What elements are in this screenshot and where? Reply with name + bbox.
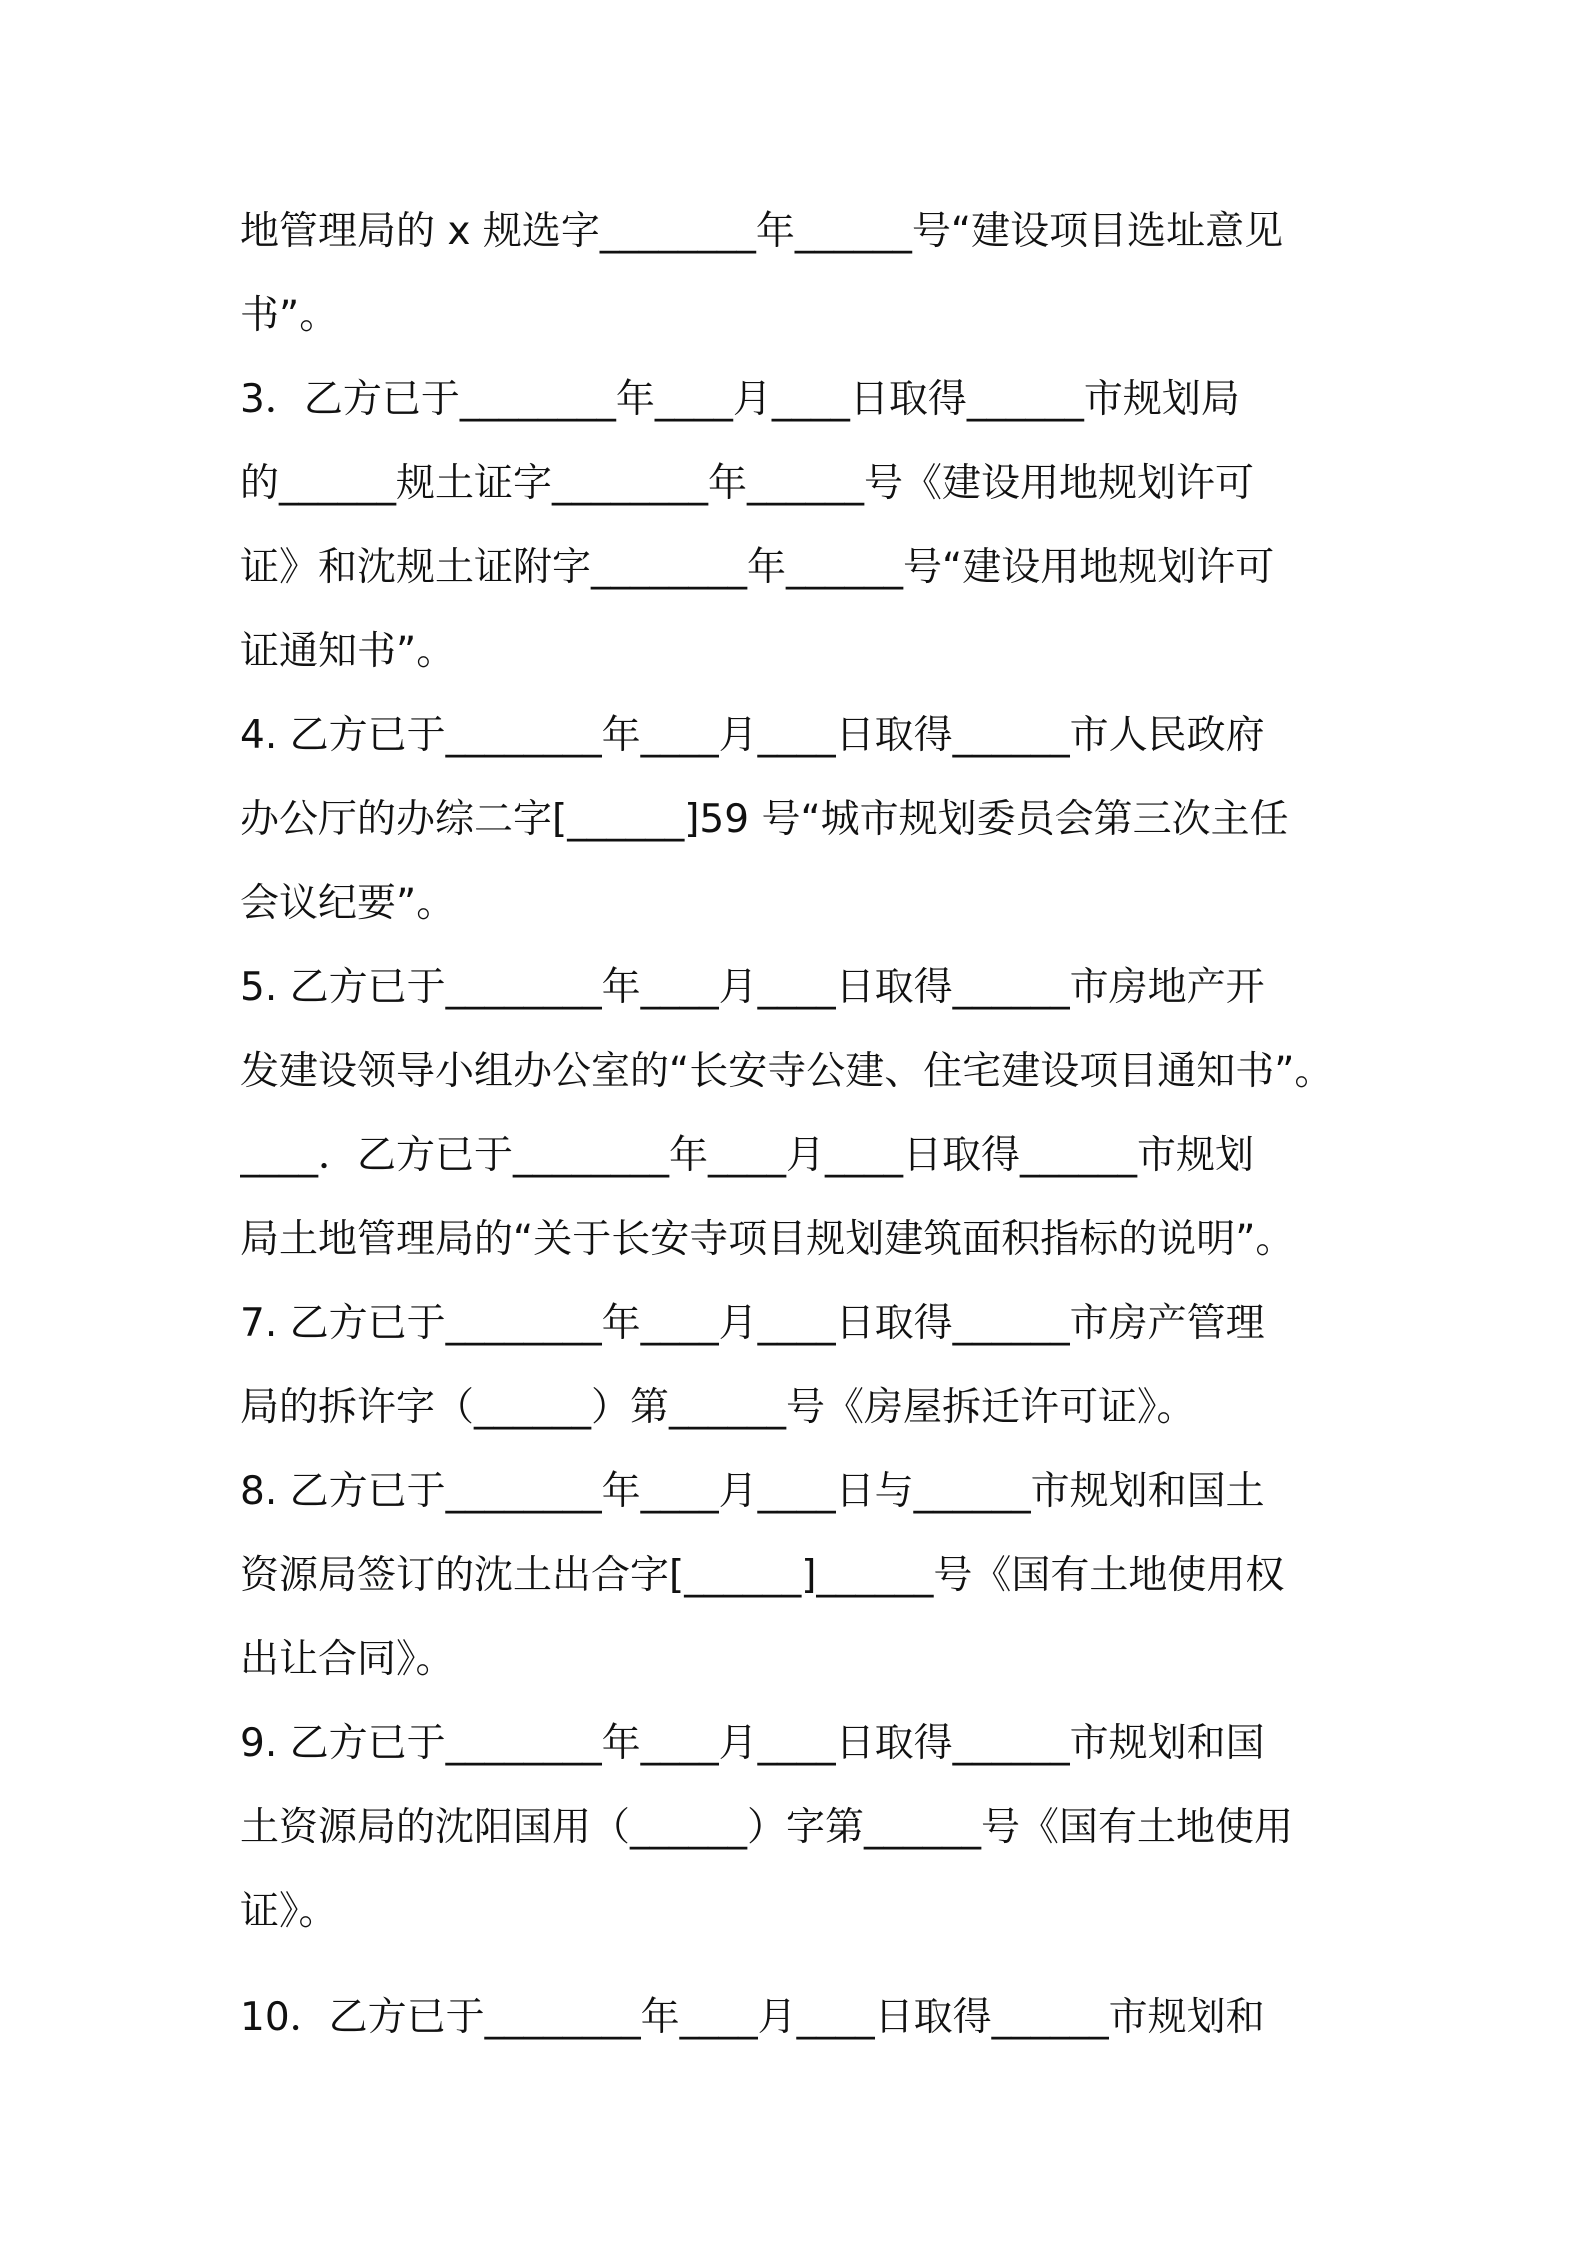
text-line: 8. 乙方已于________年____月____日与______市规划和国土 — [240, 1469, 1265, 1514]
text-line: 10．乙方已于________年____月____日取得______市规划和 — [240, 1995, 1265, 2040]
text-line: 证通知书”。 — [240, 629, 456, 674]
text-line: 资源局签订的沈土出合字[______]______号《国有土地使用权 — [240, 1553, 1285, 1598]
text-line: 地管理局的 x 规选字________年______号“建设项目选址意见 — [240, 209, 1284, 254]
text-line: 出让合同》。 — [240, 1637, 455, 1682]
text-line: 书”。 — [240, 293, 339, 338]
text-line: 9. 乙方已于________年____月____日取得______市规划和国 — [240, 1721, 1265, 1766]
text-line: 5. 乙方已于________年____月____日取得______市房地产开 — [240, 965, 1265, 1010]
text-line: 证》。 — [240, 1889, 338, 1934]
text-line: 办公厅的办综二字[______]59 号“城市规划委员会第三次主任 — [240, 797, 1289, 842]
text-line: 局的拆许字（______）第______号《房屋拆迁许可证》。 — [240, 1385, 1196, 1430]
text-line: 发建设领导小组办公室的“长安寺公建、住宅建设项目通知书”。 — [240, 1049, 1334, 1094]
text-line: 证》和沈规土证附字________年______号“建设用地规划许可 — [240, 545, 1275, 590]
document-body — [240, 190, 1360, 2060]
text-line: 3．乙方已于________年____月____日取得______市规划局 — [240, 377, 1240, 422]
text-line: 局土地管理局的“关于长安寺项目规划建筑面积指标的说明”。 — [240, 1217, 1295, 1262]
text-line: 土资源局的沈阳国用（______）字第______号《国有土地使用 — [240, 1805, 1294, 1850]
text-line: 的______规土证字________年______号《建设用地规划许可 — [240, 461, 1255, 506]
text-line: 7. 乙方已于________年____月____日取得______市房产管理 — [240, 1301, 1265, 1346]
text-line: ____．乙方已于________年____月____日取得______市规划 — [240, 1133, 1255, 1178]
text-line: 会议纪要”。 — [240, 881, 456, 926]
text-line: 4. 乙方已于________年____月____日取得______市人民政府 — [240, 713, 1265, 758]
